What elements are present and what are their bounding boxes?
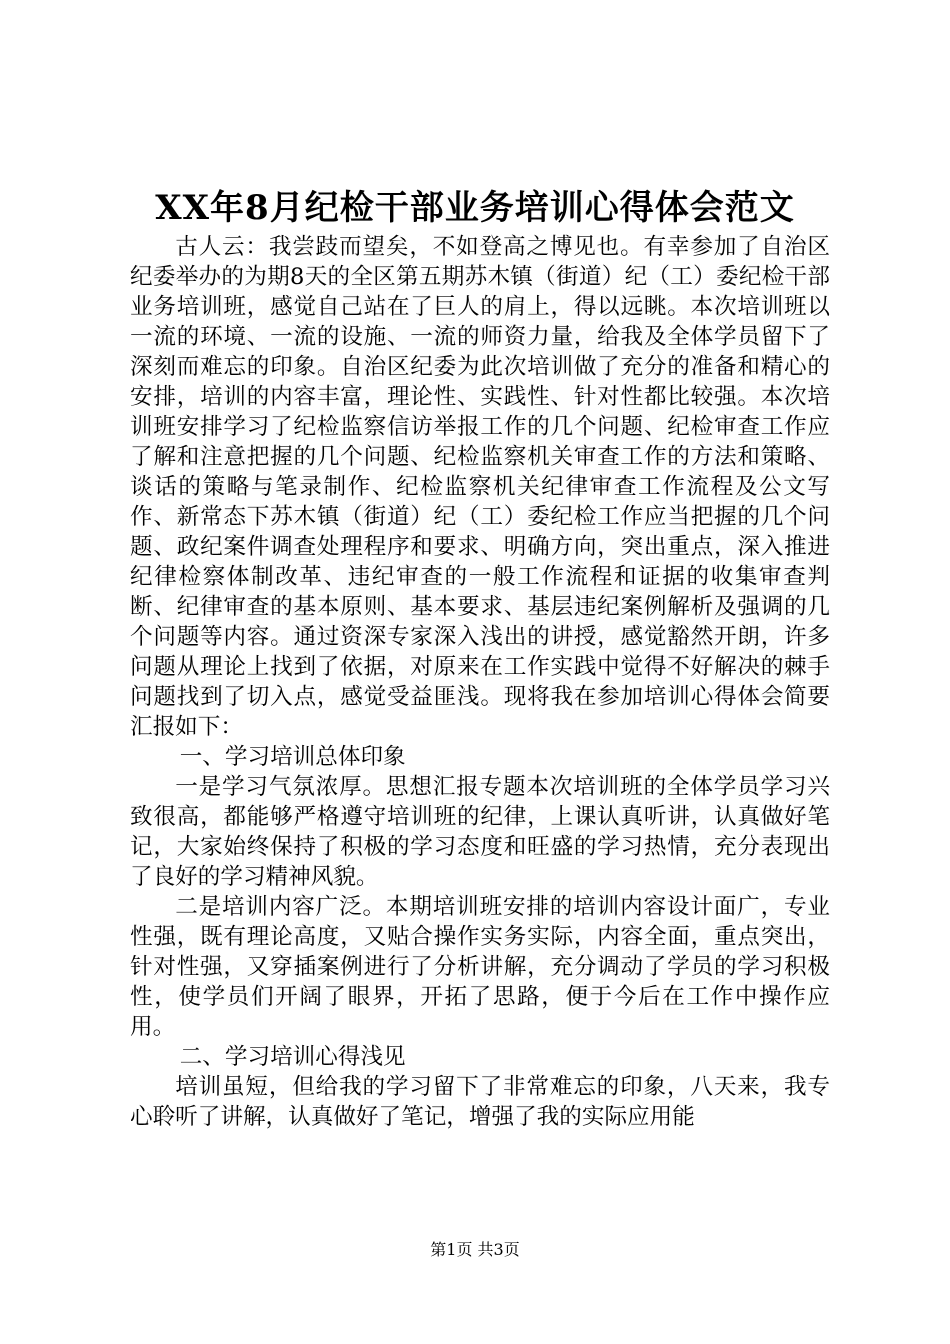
paragraph-insights: 培训虽短，但给我的学习留下了非常难忘的印象，八天来，我专心聆听了讲解，认真做好了笔记，增强了我的实际应用能 bbox=[130, 1074, 830, 1130]
paragraph-training-content: 二是培训内容广泛。本期培训班安排的培训内容设计面广，专业性强，既有理论高度，又贴合操作实务实际，内容全面，重点突出，针对性强，又穿插案例进行了分析讲解，充分调动了学员的学习积极性，使学员们开阔了眼界，开拓了思路，便于今后在工作中操作应用。 bbox=[130, 894, 830, 1040]
paragraph-intro: 古人云：我尝跂而望矣，不如登高之博见也。有幸参加了自治区纪委举办的为期8天的全区第五期苏木镇（街道）纪（工）委纪检干部业务培训班，感觉自己站在了巨人的肩上，得以远眺。本次培训班以一流的环境、一流的设施、一流的师资力量，给我及全体学员留下了深刻而难忘的印象。自治区纪委为此次培训做了充分的准备和精心的安排，培训的内容丰富，理论性、实践性、针对性都比较强。本次培训班安排学习了纪检监察信访举报工作的几个问题、纪检审查工作应了解和注意把握的几个问题、纪检监察机关审查工作的方法和策略、谈话的策略与笔录制作、纪检监察机关纪律审查工作流程及公文写作、新常态下苏木镇（街道）纪（工）委纪检工作应当把握的几个问题、政纪案件调查处理程序和要求、明确方向，突出重点，深入推进纪律检察体制改革、违纪审查的一般工作流程和证据的收集审查判断、纪律审查的基本原则、基本要求、基层违纪案例解析及强调的几个问题等内容。通过资深专家深入浅出的讲授，感觉豁然开朗，许多问题从理论上找到了依据，对原来在工作实践中觉得不好解决的棘手问题找到了切入点，感觉受益匪浅。现将我在参加培训心得体会简要汇报如下： bbox=[130, 234, 830, 740]
section-heading-2: 二、学习培训心得浅见 bbox=[179, 1044, 406, 1070]
section-heading-1: 一、学习培训总体印象 bbox=[179, 744, 406, 770]
document-body bbox=[130, 232, 830, 1132]
document-title: XX年8月纪检干部业务培训心得体会范文 bbox=[155, 188, 795, 228]
paragraph-study-atmosphere: 一是学习气氛浓厚。思想汇报专题本次培训班的全体学员学习兴致很高，都能够严格遵守培训班的纪律，上课认真听讲，认真做好笔记，大家始终保持了积极的学习态度和旺盛的学习热情，充分表现出了良好的学习精神风貌。 bbox=[130, 774, 830, 890]
page-footer: 第1页 共3页 bbox=[430, 1240, 520, 1259]
